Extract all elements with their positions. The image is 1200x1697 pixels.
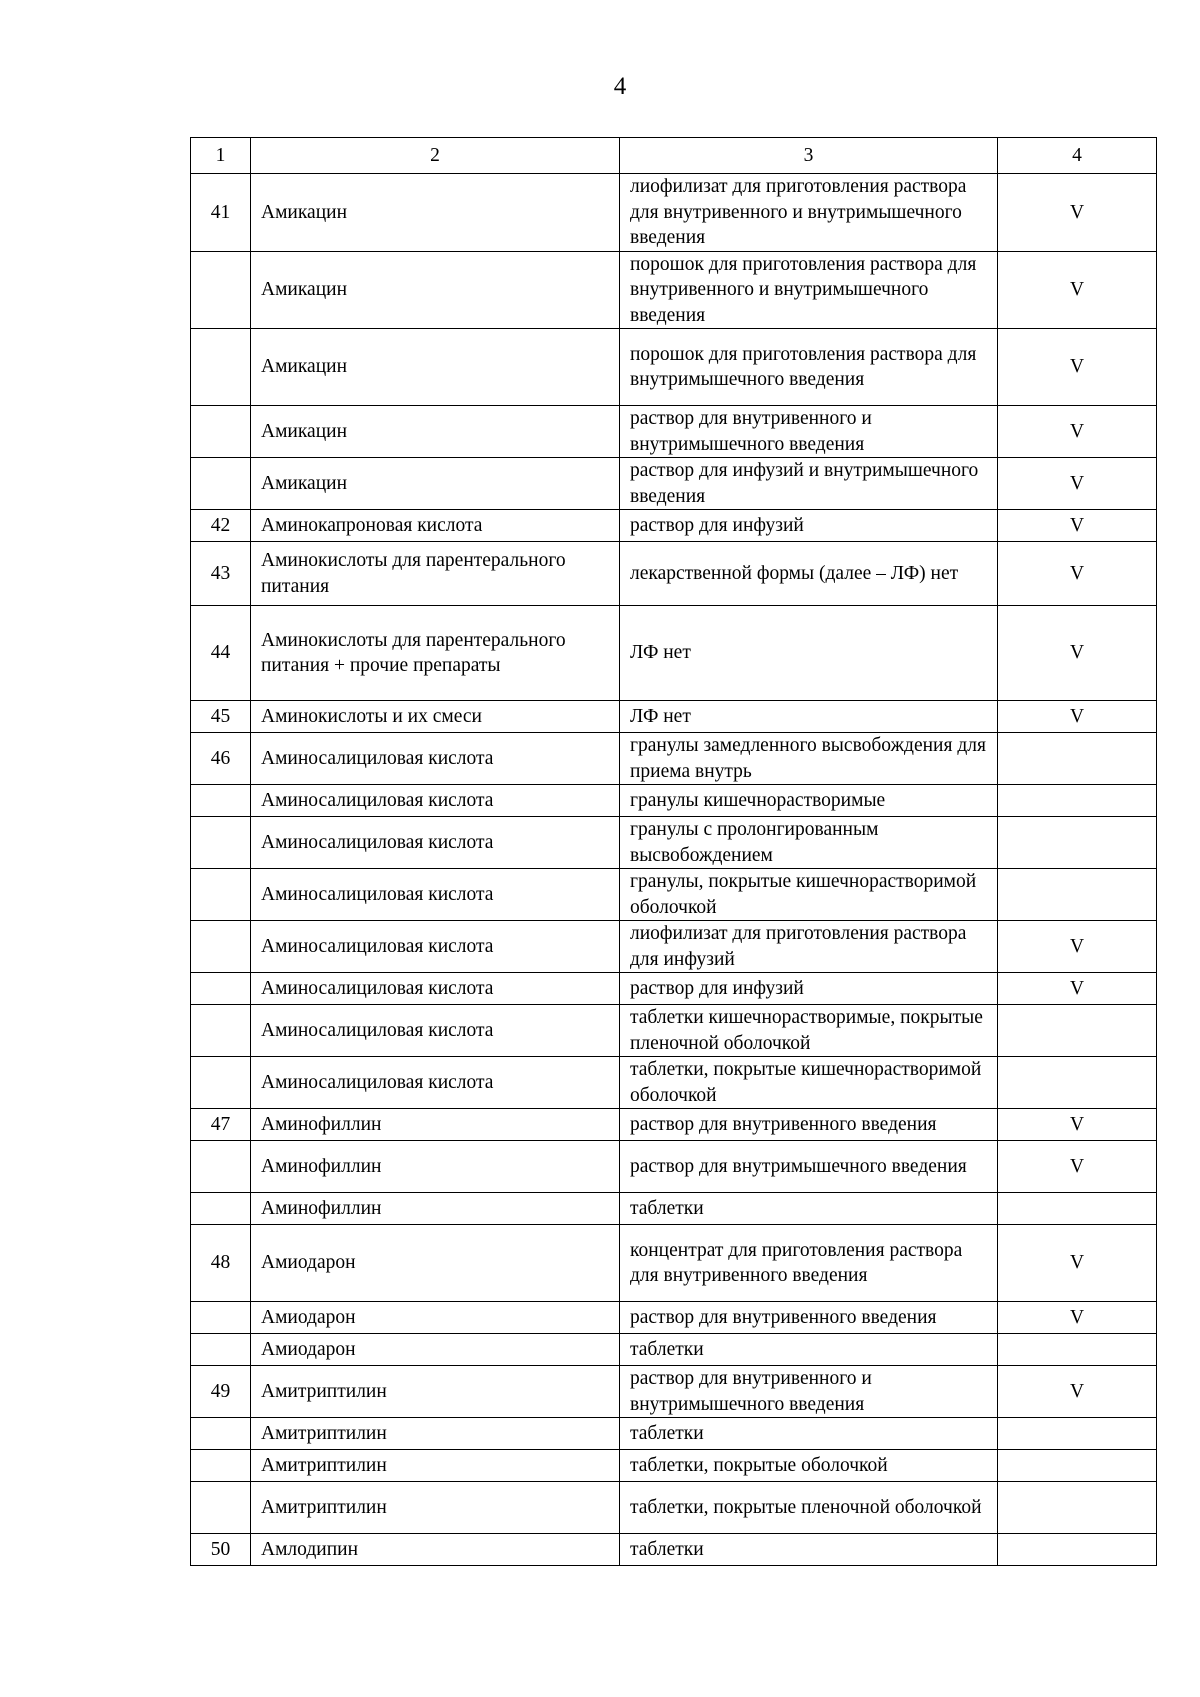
table-row <box>191 921 1157 973</box>
dosage-form: таблетки кишечнорастворимые, покрытые пленочной оболочкой <box>620 1005 998 1057</box>
drug-name: Амикацин <box>251 458 620 510</box>
dosage-form: таблетки <box>620 1534 998 1566</box>
table-row <box>191 1366 1157 1418</box>
vital-mark <box>998 1450 1157 1482</box>
vital-mark: V <box>998 1141 1157 1193</box>
dosage-form: таблетки, покрытые кишечнорастворимой оболочкой <box>620 1057 998 1109</box>
vital-mark <box>998 1193 1157 1225</box>
dosage-form: гранулы замедленного высвобождения для приема внутрь <box>620 733 998 785</box>
vital-mark: V <box>998 921 1157 973</box>
table-row <box>191 1534 1157 1566</box>
vital-mark <box>998 1005 1157 1057</box>
vital-mark <box>998 1482 1157 1534</box>
table-row <box>191 1109 1157 1141</box>
row-number <box>191 1057 251 1109</box>
drug-name: Аминосалициловая кислота <box>251 1057 620 1109</box>
table-row <box>191 510 1157 542</box>
drug-name: Амикацин <box>251 251 620 329</box>
vital-mark: V <box>998 1302 1157 1334</box>
table-row <box>191 542 1157 606</box>
drug-name: Амикацин <box>251 329 620 406</box>
table-row <box>191 1225 1157 1302</box>
dosage-form: ЛФ нет <box>620 606 998 701</box>
page-number: 4 <box>613 73 627 100</box>
header-col-4: 4 <box>998 138 1157 174</box>
dosage-form: лиофилизат для приготовления раствора для инфузий <box>620 921 998 973</box>
dosage-form: раствор для внутривенного и внутримышечного введения <box>620 1366 998 1418</box>
table-row <box>191 174 1157 252</box>
vital-mark <box>998 869 1157 921</box>
vital-mark: V <box>998 701 1157 733</box>
row-number <box>191 817 251 869</box>
header-col-1: 1 <box>191 138 251 174</box>
vital-mark: V <box>998 542 1157 606</box>
vital-mark <box>998 1418 1157 1450</box>
table-row <box>191 973 1157 1005</box>
table-row <box>191 1141 1157 1193</box>
row-number <box>191 1450 251 1482</box>
drug-name: Аминосалициловая кислота <box>251 785 620 817</box>
vital-mark: V <box>998 606 1157 701</box>
dosage-form: лиофилизат для приготовления раствора для внутривенного и внутримышечного введения <box>620 174 998 252</box>
table-row <box>191 458 1157 510</box>
drug-name: Амитриптилин <box>251 1366 620 1418</box>
row-number: 48 <box>191 1225 251 1302</box>
table-row <box>191 606 1157 701</box>
row-number <box>191 869 251 921</box>
vital-mark: V <box>998 973 1157 1005</box>
row-number: 46 <box>191 733 251 785</box>
drug-name: Аминосалициловая кислота <box>251 973 620 1005</box>
header-row <box>191 138 1157 174</box>
vital-mark: V <box>998 510 1157 542</box>
drug-name: Амиодарон <box>251 1225 620 1302</box>
vital-mark <box>998 1057 1157 1109</box>
table-row <box>191 1302 1157 1334</box>
vital-mark: V <box>998 1366 1157 1418</box>
dosage-form: раствор для внутривенного введения <box>620 1302 998 1334</box>
table-row <box>191 817 1157 869</box>
row-number <box>191 1418 251 1450</box>
vital-mark: V <box>998 458 1157 510</box>
row-number <box>191 458 251 510</box>
table-row <box>191 1057 1157 1109</box>
dosage-form: таблетки <box>620 1193 998 1225</box>
vital-mark: V <box>998 329 1157 406</box>
drug-name: Аминокапроновая кислота <box>251 510 620 542</box>
vital-mark: V <box>998 251 1157 329</box>
row-number <box>191 406 251 458</box>
drug-name: Аминосалициловая кислота <box>251 1005 620 1057</box>
dosage-form: ЛФ нет <box>620 701 998 733</box>
drug-name: Амиодарон <box>251 1302 620 1334</box>
row-number <box>191 329 251 406</box>
drug-name: Аминофиллин <box>251 1141 620 1193</box>
vital-mark <box>998 1334 1157 1366</box>
row-number: 47 <box>191 1109 251 1141</box>
dosage-form: порошок для приготовления раствора для внутривенного и внутримышечного введения <box>620 251 998 329</box>
drug-name: Аминокислоты для парентерального питания <box>251 542 620 606</box>
table-row <box>191 733 1157 785</box>
row-number: 50 <box>191 1534 251 1566</box>
dosage-form: таблетки, покрытые оболочкой <box>620 1450 998 1482</box>
row-number <box>191 785 251 817</box>
row-number <box>191 1005 251 1057</box>
row-number: 42 <box>191 510 251 542</box>
table-row <box>191 1482 1157 1534</box>
table-row <box>191 329 1157 406</box>
drug-name: Амитриптилин <box>251 1418 620 1450</box>
drug-name: Амлодипин <box>251 1534 620 1566</box>
dosage-form: гранулы кишечнорастворимые <box>620 785 998 817</box>
drug-name: Амикацин <box>251 406 620 458</box>
drug-name: Амитриптилин <box>251 1450 620 1482</box>
dosage-form: раствор для внутривенного введения <box>620 1109 998 1141</box>
table-row <box>191 701 1157 733</box>
row-number: 44 <box>191 606 251 701</box>
drug-name: Аминосалициловая кислота <box>251 921 620 973</box>
vital-mark: V <box>998 1109 1157 1141</box>
drug-table <box>190 137 1157 1566</box>
dosage-form: гранулы, покрытые кишечнорастворимой оболочкой <box>620 869 998 921</box>
row-number: 41 <box>191 174 251 252</box>
row-number <box>191 1141 251 1193</box>
dosage-form: раствор для инфузий <box>620 973 998 1005</box>
dosage-form: раствор для внутривенного и внутримышечного введения <box>620 406 998 458</box>
vital-mark <box>998 785 1157 817</box>
vital-mark <box>998 1534 1157 1566</box>
drug-name: Аминосалициловая кислота <box>251 869 620 921</box>
table-row <box>191 1005 1157 1057</box>
drug-name: Аминофиллин <box>251 1193 620 1225</box>
dosage-form: раствор для внутримышечного введения <box>620 1141 998 1193</box>
table-body <box>191 138 1157 1566</box>
row-number <box>191 973 251 1005</box>
row-number <box>191 1302 251 1334</box>
vital-mark: V <box>998 1225 1157 1302</box>
table-row <box>191 1450 1157 1482</box>
vital-mark: V <box>998 174 1157 252</box>
dosage-form: гранулы с пролонгированным высвобождением <box>620 817 998 869</box>
dosage-form: раствор для инфузий <box>620 510 998 542</box>
vital-mark <box>998 817 1157 869</box>
row-number: 43 <box>191 542 251 606</box>
drug-name: Аминокислоты для парентерального питания + прочие препараты <box>251 606 620 701</box>
vital-mark: V <box>998 406 1157 458</box>
row-number <box>191 1334 251 1366</box>
drug-name: Амитриптилин <box>251 1482 620 1534</box>
header-col-3: 3 <box>620 138 998 174</box>
table-row <box>191 406 1157 458</box>
row-number: 45 <box>191 701 251 733</box>
dosage-form: раствор для инфузий и внутримышечного введения <box>620 458 998 510</box>
drug-name: Амикацин <box>251 174 620 252</box>
dosage-form: порошок для приготовления раствора для внутримышечного введения <box>620 329 998 406</box>
dosage-form: таблетки <box>620 1334 998 1366</box>
dosage-form: таблетки <box>620 1418 998 1450</box>
table-row <box>191 1193 1157 1225</box>
table-row <box>191 1418 1157 1450</box>
row-number <box>191 251 251 329</box>
drug-name: Аминосалициловая кислота <box>251 733 620 785</box>
drug-name: Аминофиллин <box>251 1109 620 1141</box>
row-number <box>191 1482 251 1534</box>
dosage-form: концентрат для приготовления раствора для внутривенного введения <box>620 1225 998 1302</box>
header-col-2: 2 <box>251 138 620 174</box>
drug-name: Аминосалициловая кислота <box>251 817 620 869</box>
table-row <box>191 251 1157 329</box>
table-row <box>191 1334 1157 1366</box>
table-row <box>191 869 1157 921</box>
drug-name: Амиодарон <box>251 1334 620 1366</box>
row-number <box>191 921 251 973</box>
row-number <box>191 1193 251 1225</box>
dosage-form: лекарственной формы (далее – ЛФ) нет <box>620 542 998 606</box>
drug-name: Аминокислоты и их смеси <box>251 701 620 733</box>
row-number: 49 <box>191 1366 251 1418</box>
dosage-form: таблетки, покрытые пленочной оболочкой <box>620 1482 998 1534</box>
vital-mark <box>998 733 1157 785</box>
table-row <box>191 785 1157 817</box>
